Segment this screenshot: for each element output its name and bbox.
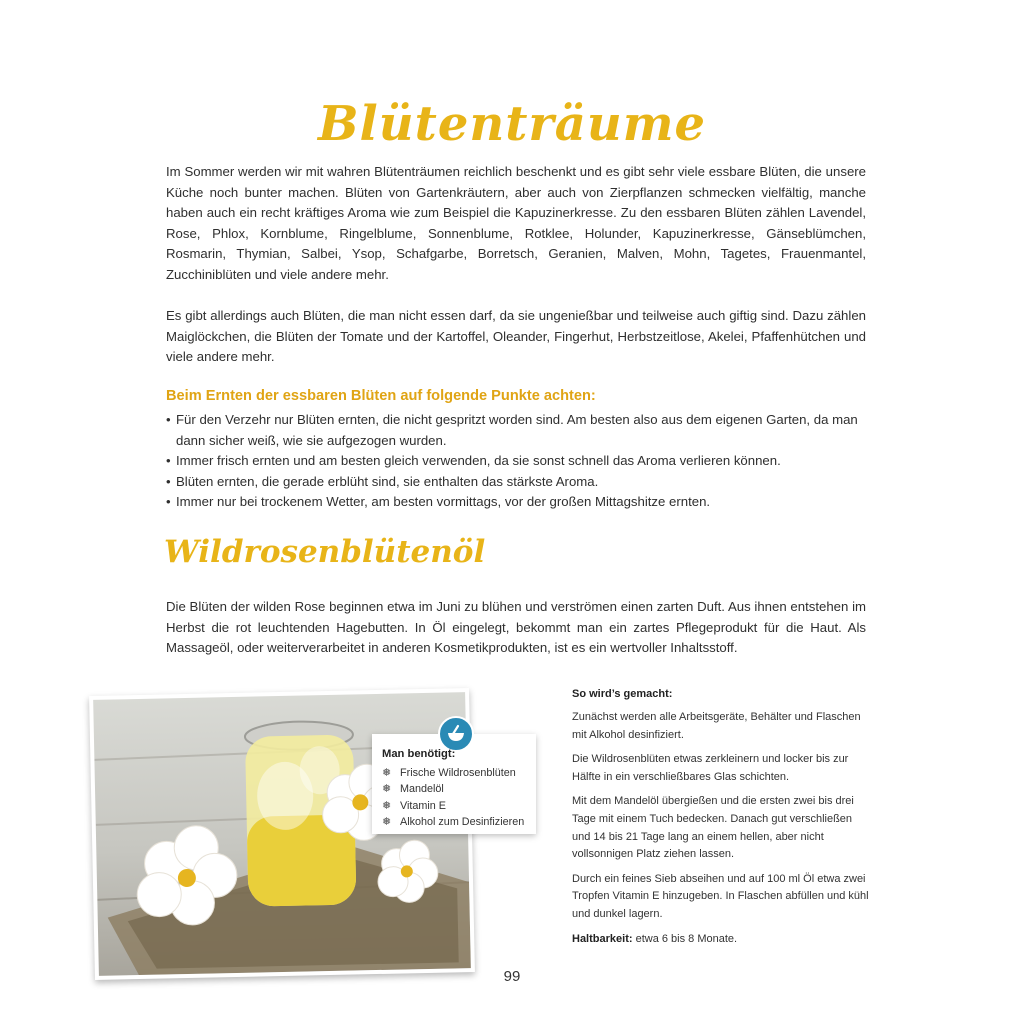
inedible-flowers-paragraph: Es gibt allerdings auch Blüten, die man nicht essen darf, da sie ungenießbar und teilweise auch giftig sind. Dazu zählen Maiglöckchen, die Blüten der Tomate und der Kartoffel, Oleander, Fingerhut, Herbstzeitlose, Akelei, Pfaffenhütchen und viele andere mehr. (166, 308, 866, 365)
ingredient-label: Alkohol zum Desinfizieren (400, 816, 525, 829)
method-title: So wird’s gemacht: (572, 688, 673, 700)
page-title: Blütenträume (317, 96, 707, 153)
ingredient-label: Mandelöl (400, 783, 444, 796)
list-item (382, 798, 524, 814)
list-item (382, 814, 524, 830)
harvest-list (166, 410, 866, 513)
ingredients-card (372, 734, 536, 834)
list-item (382, 765, 524, 781)
list-item (382, 781, 524, 797)
recipe-title: Wildrosenblütenöl (164, 534, 486, 570)
snowflake-bullet-icon: ❅ (382, 767, 392, 779)
ingredient-label: Vitamin E (400, 799, 447, 812)
page-number: 99 (503, 968, 521, 985)
recipe-intro-paragraph: Die Blüten der wilden Rose beginnen etwa im Juni zu blühen und verströmen einen zarten Duft. Aus ihnen entstehen im Herbst die rot leuchtenden Hagebutten. In Öl eingelegt, bekommt man ein zartes Pflegeprodukt für die Haut. Als Massageöl, oder weiterverarbeitet in anderen Kosmetikprodukten, ist es ein wertvoller Inhaltsstoff. (166, 599, 866, 656)
ingredients-title: Man benötigt: (382, 748, 456, 760)
ingredient-label: Frische Wildrosenblüten (400, 767, 516, 779)
snowflake-bullet-icon: ❅ (382, 783, 392, 796)
shelf-life-label: Haltbarkeit: (572, 932, 633, 945)
list-item: • Für den Verzehr nur Blüten ernten, die nicht gespritzt worden sind. Am besten also aus dem eigenen Garten, da man dann sicher weiß, wie sie aufgezogen wurden. (166, 410, 866, 451)
harvest-heading: Beim Ernten der essbaren Blüten auf folgende Punkte achten: (166, 388, 596, 404)
ingredients-list (382, 765, 524, 831)
shelf-life-value: etwa 6 bis 8 Monate. (635, 932, 738, 945)
list-item: • Blüten ernten, die gerade erblüht sind, sie enthalten das stärkste Aroma. (166, 472, 866, 493)
intro-paragraph: Im Sommer werden wir mit wahren Blütenträumen reichlich beschenkt und es gibt sehr viele essbare Blüten, die unsere Küche noch bunter machen. Blüten von Gartenkräutern, aber auch von Zierpflanzen schmecken vielfältig, manche haben auch ein recht kräftiges Aroma wie zum Beispiel die Kapuzinerkresse. Zu den essbaren Blüten zählen Lavendel, Rose, Phlox, Kornblume, Ringelblume, Sonnenblume, Rotklee, Holunder, Kapuzinerkresse, Gänseblümchen, Rosmarin, Thymian, Salbei, Ysop, Schafgarbe, Borretsch, Geranien, Malven, Mohn, Tagetes, Frauenmantel, Zucchiniblüten und viele andere mehr. (166, 164, 866, 282)
shelf-life (572, 931, 872, 949)
snowflake-bullet-icon: ❅ (382, 799, 392, 812)
recipe-photo (89, 688, 475, 980)
snowflake-bullet-icon: ❅ (382, 816, 392, 829)
list-item: • Immer frisch ernten und am besten gleich verwenden, da sie sonst schnell das Aroma verlieren können. (166, 451, 866, 472)
list-item: • Immer nur bei trockenem Wetter, am besten vormittags, vor der großen Mittagshitze ernten. (166, 492, 866, 513)
method-step: Durch ein feines Sieb abseihen und auf 100 ml Öl etwa zwei Tropfen Vitamin E hinzugeben. In Flaschen abfüllen und kühl und dunkel lagern. (572, 872, 869, 920)
method-step: Die Wildrosenblüten etwas zerkleinern und locker bis zur Hälfte in ein verschließbares Glas schichten. (572, 753, 849, 783)
method-step: Zunächst werden alle Arbeitsgeräte, Behälter und Flaschen mit Alkohol desinfiziert. (572, 711, 861, 741)
method-step: Mit dem Mandelöl übergießen und die ersten zwei bis drei Tage mit einem Tuch bedecken. Danach gut verschließen und 14 bis 21 Tage lang an einem hellen, aber nicht vollsonnigen Platz ziehen lassen. (572, 795, 854, 861)
mortar-and-pestle-icon (438, 716, 474, 752)
method-column (572, 688, 872, 948)
